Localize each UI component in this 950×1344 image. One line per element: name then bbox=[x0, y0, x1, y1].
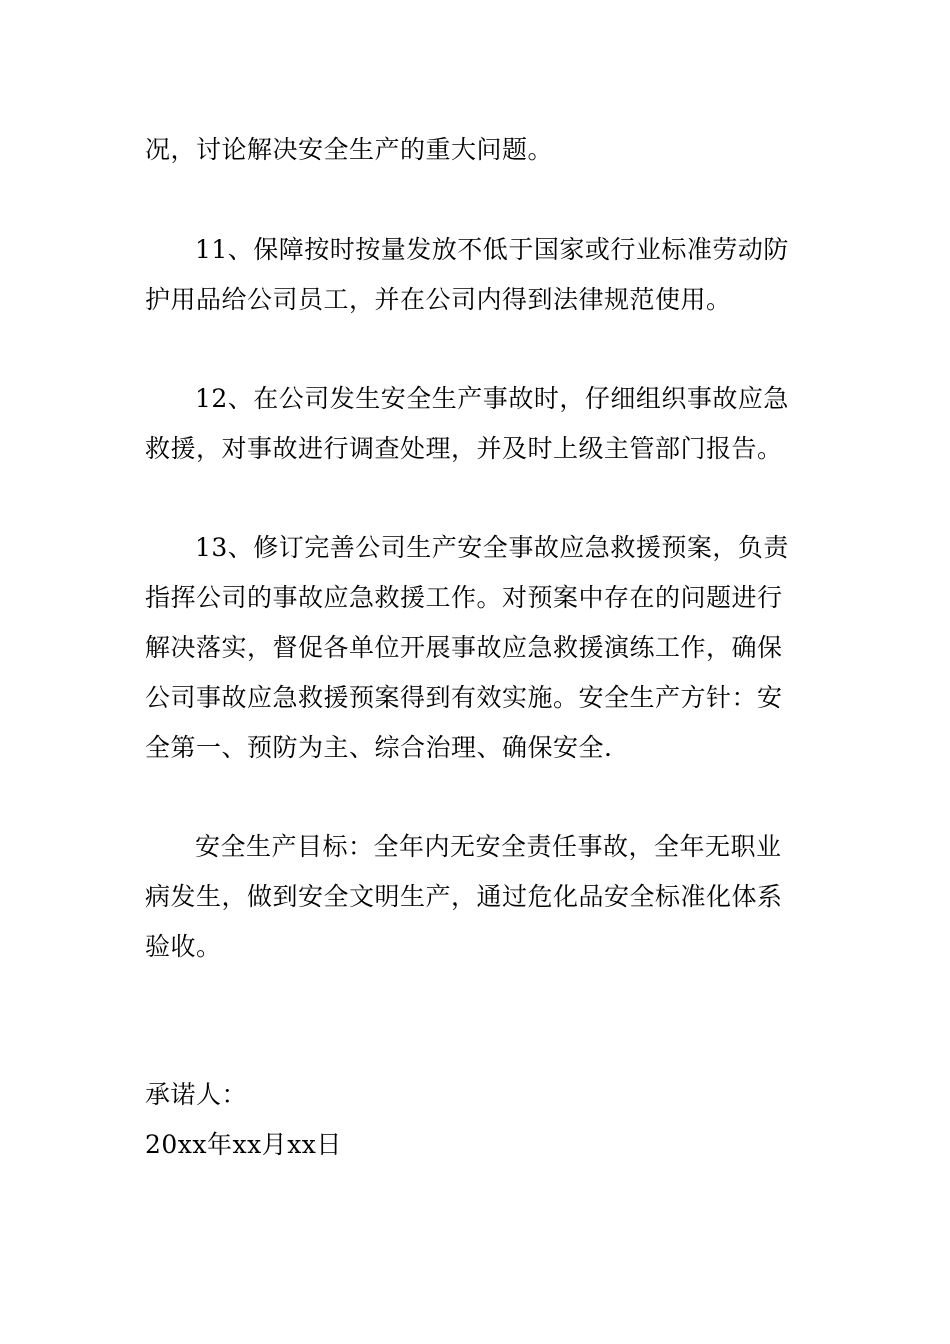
paragraph-13-line-4: 公司事故应急救援预案得到有效实施。安全生产方针：安 bbox=[145, 683, 783, 712]
goal-paragraph-line-2: 病发生，做到安全文明生产，通过危化品安全标准化体系 bbox=[145, 882, 783, 911]
paragraph-12-line-2: 救援，对事故进行调查处理，并及时上级主管部门报告。 bbox=[145, 434, 783, 463]
goal-paragraph-line-1: 安全生产目标：全年内无安全责任事故，全年无职业 bbox=[195, 832, 782, 861]
signature-date: 20xx年xx月xx日 bbox=[145, 1130, 342, 1159]
paragraph-13-line-3: 解决落实，督促各单位开展事故应急救援演练工作，确保 bbox=[145, 633, 783, 662]
paragraph-12-line-1: 12、在公司发生安全生产事故时，仔细组织事故应急 bbox=[195, 384, 789, 413]
paragraph-13-line-1: 13、修订完善公司生产安全事故应急救援预案，负责 bbox=[195, 533, 789, 562]
paragraph-10-line-1: 况，讨论解决安全生产的重大问题。 bbox=[145, 135, 554, 164]
paragraph-13-line-2: 指挥公司的事故应急救援工作。对预案中存在的问题进行 bbox=[145, 583, 783, 612]
paragraph-13-line-5: 全第一、预防为主、综合治理、确保安全. bbox=[145, 733, 613, 762]
paragraph-11-line-2: 护用品给公司员工，并在公司内得到法律规范使用。 bbox=[145, 285, 732, 314]
paragraph-11-line-1: 11、保障按时按量发放不低于国家或行业标准劳动防 bbox=[195, 235, 789, 264]
goal-paragraph-line-3: 验收。 bbox=[145, 932, 222, 961]
promisor-label: 承诺人： bbox=[145, 1080, 248, 1109]
